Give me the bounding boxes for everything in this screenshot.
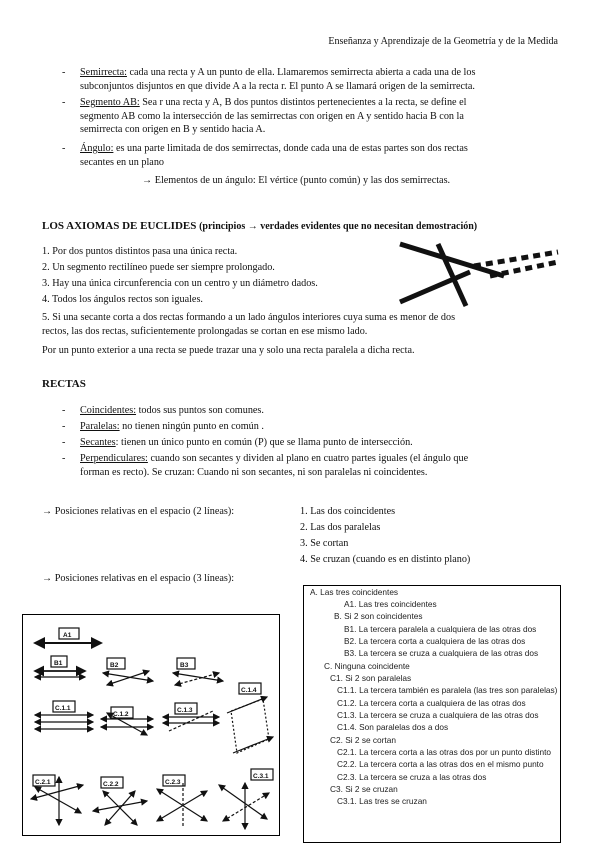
pos3-line: C1.2. La tercera corta a cualquiera de las otras dos <box>337 698 526 708</box>
pos3-line: B2. La tercera corta a cualquiera de las otras dos <box>344 636 526 646</box>
pos3-line: C2.1. La tercera corta a las otras dos por un punto distinto <box>337 747 551 757</box>
angulo-elements: → Elementos de un ángulo: El vértice (punto común) y las dos semirrectas. <box>142 175 451 186</box>
pos3-line: C3.1. Las tres se cruzan <box>337 796 427 806</box>
pos3-line: C2.3. La tercera se cruza a las otras dos <box>337 772 487 782</box>
pos3-line: A. Las tres coincidentes <box>310 587 399 597</box>
term-segmento: Segmento AB: <box>80 97 140 108</box>
axioma-4: 4. Todos los ángulos rectos son iguales. <box>42 294 203 305</box>
def-angulo: Ángulo: es una parte limitada de dos semirrectas, donde cada una de estas partes son dos rectas secantes en un plano <box>80 143 468 168</box>
parallel-postulate: Por un punto exterior a una recta se puede trazar una y solo una recta paralela a dicha recta. <box>42 345 415 356</box>
posicion-2-item: 4. Se cruzan (cuando es en distinto plano) <box>300 554 471 565</box>
def-segmento: Segmento AB: Sea r una recta y A, B dos puntos distintos pertenecientes a la recta, se define el segmento AB como la intersección de las semirrectas con origen en A y sentido hacia B con la semirrecta con origen en B y sentido hacia A. <box>80 97 467 136</box>
recta-coincidentes: Coincidentes: todos sus puntos son comunes. <box>80 405 264 416</box>
recta-paralelas: Paralelas: no tienen ningún punto en común . <box>80 421 264 432</box>
posiciones-2-label: → Posiciones relativas en el espacio (2 líneas): <box>42 506 235 517</box>
positions-diagram <box>23 615 279 835</box>
line-extension-upper <box>474 252 558 266</box>
def-semirrecta: Semirrecta: cada una recta y A un punto de ella. Llamaremos semirrecta abierta a cada una de los subconjuntos disjuntos en que divide A a la recta r. El punto A se llamará origen de la semirrecta. <box>80 67 476 92</box>
axiomas-list <box>42 245 318 309</box>
fig-label-c14: C.1.4 <box>241 687 257 694</box>
posiciones-3-box <box>303 585 561 843</box>
recta-perpendiculares: Perpendiculares: cuando son secantes y dividen al plano en cuatro partes iguales (el ángulo que forman es recto). Se cruzan: Cuando ni son secantes, ni son paralelas ni coincidentes. <box>80 453 469 478</box>
pos3-line: B3. La tercera se cruza a cualquiera de las otras dos <box>344 648 539 658</box>
fig-label-b1: B1 <box>54 660 63 667</box>
recta-secantes: Secantes: tienen un único punto en común (P) que se llama punto de intersección. <box>80 437 413 448</box>
axioma-2: 2. Un segmento rectilíneo puede ser siempre prolongado. <box>42 262 275 273</box>
pos3-line: C1. Si 2 son paralelas <box>330 673 412 683</box>
pos3-line: C. Ninguna coincidente <box>324 661 410 671</box>
page-header: Enseñanza y Aprendizaje de la Geometría y de la Medida <box>328 36 558 47</box>
positions-figure <box>22 614 280 836</box>
fig-label-c23: C.2.3 <box>165 779 181 786</box>
pos3-line: C1.1. La tercera también es paralela (las tres son paralelas) <box>337 685 558 695</box>
axioma-1: 1. Por dos puntos distintos pasa una única recta. <box>42 246 238 257</box>
pos3-line: B. Si 2 son coincidentes <box>334 611 423 621</box>
posiciones-2-list <box>300 505 470 569</box>
axiomas-title: LOS AXIOMAS DE EUCLIDES (principios → verdades evidentes que no necesitan demostración) <box>42 220 478 232</box>
posicion-2-item: 1. Las dos coincidentes <box>300 506 396 517</box>
fig-label-c13: C.1.3 <box>177 707 193 714</box>
axioma-5: 5. Si una secante corta a dos rectas formando a un lado ángulos interiores cuya suma es menor de dos rectos, las dos rectas, suficientemente prolongadas se cortan en ese mismo lado. <box>42 312 456 337</box>
axiom5-illustration <box>378 238 564 308</box>
bullet-dash: - <box>62 97 66 108</box>
fig-label-c21: C.2.1 <box>35 779 51 786</box>
fig-label-b2: B2 <box>110 662 119 669</box>
pos3-line: C3. Si 2 se cruzan <box>330 784 398 794</box>
fig-label-c12: C.1.2 <box>113 711 129 718</box>
pos3-line: C1.4. Son paralelas dos a dos <box>337 722 449 732</box>
bullet-dash: - <box>62 67 66 78</box>
term-semirrecta: Semirrecta: <box>80 67 127 78</box>
pos3-line: A1. Las tres coincidentes <box>344 599 437 609</box>
posicion-2-item: 2. Las dos paralelas <box>300 522 381 533</box>
posicion-2-item: 3. Se cortan <box>300 538 349 549</box>
rectas-title: RECTAS <box>42 378 86 390</box>
fig-label-c22: C.2.2 <box>103 781 119 788</box>
pos3-line: C2.2. La tercera corta a las otras dos en el mismo punto <box>337 759 544 769</box>
fig-label-c11: C.1.1 <box>55 705 71 712</box>
fig-label-b3: B3 <box>180 662 189 669</box>
pos3-line: C2. Si 2 se cortan <box>330 735 396 745</box>
posiciones-3-label: → Posiciones relativas en el espacio (3 líneas): <box>42 573 235 584</box>
pos3-line: B1. La tercera paralela a cualquiera de las otras dos <box>344 624 537 634</box>
axioma-3: 3. Hay una única circunferencia con un centro y un diámetro dados. <box>42 278 318 289</box>
bullet-dash: - <box>62 143 66 154</box>
term-angulo: Ángulo: <box>80 143 114 154</box>
pos3-line: C1.3. La tercera se cruza a cualquiera de las otras dos <box>337 710 539 720</box>
fig-label-c31: C.3.1 <box>253 773 269 780</box>
fig-label-a1: A1 <box>63 632 72 639</box>
